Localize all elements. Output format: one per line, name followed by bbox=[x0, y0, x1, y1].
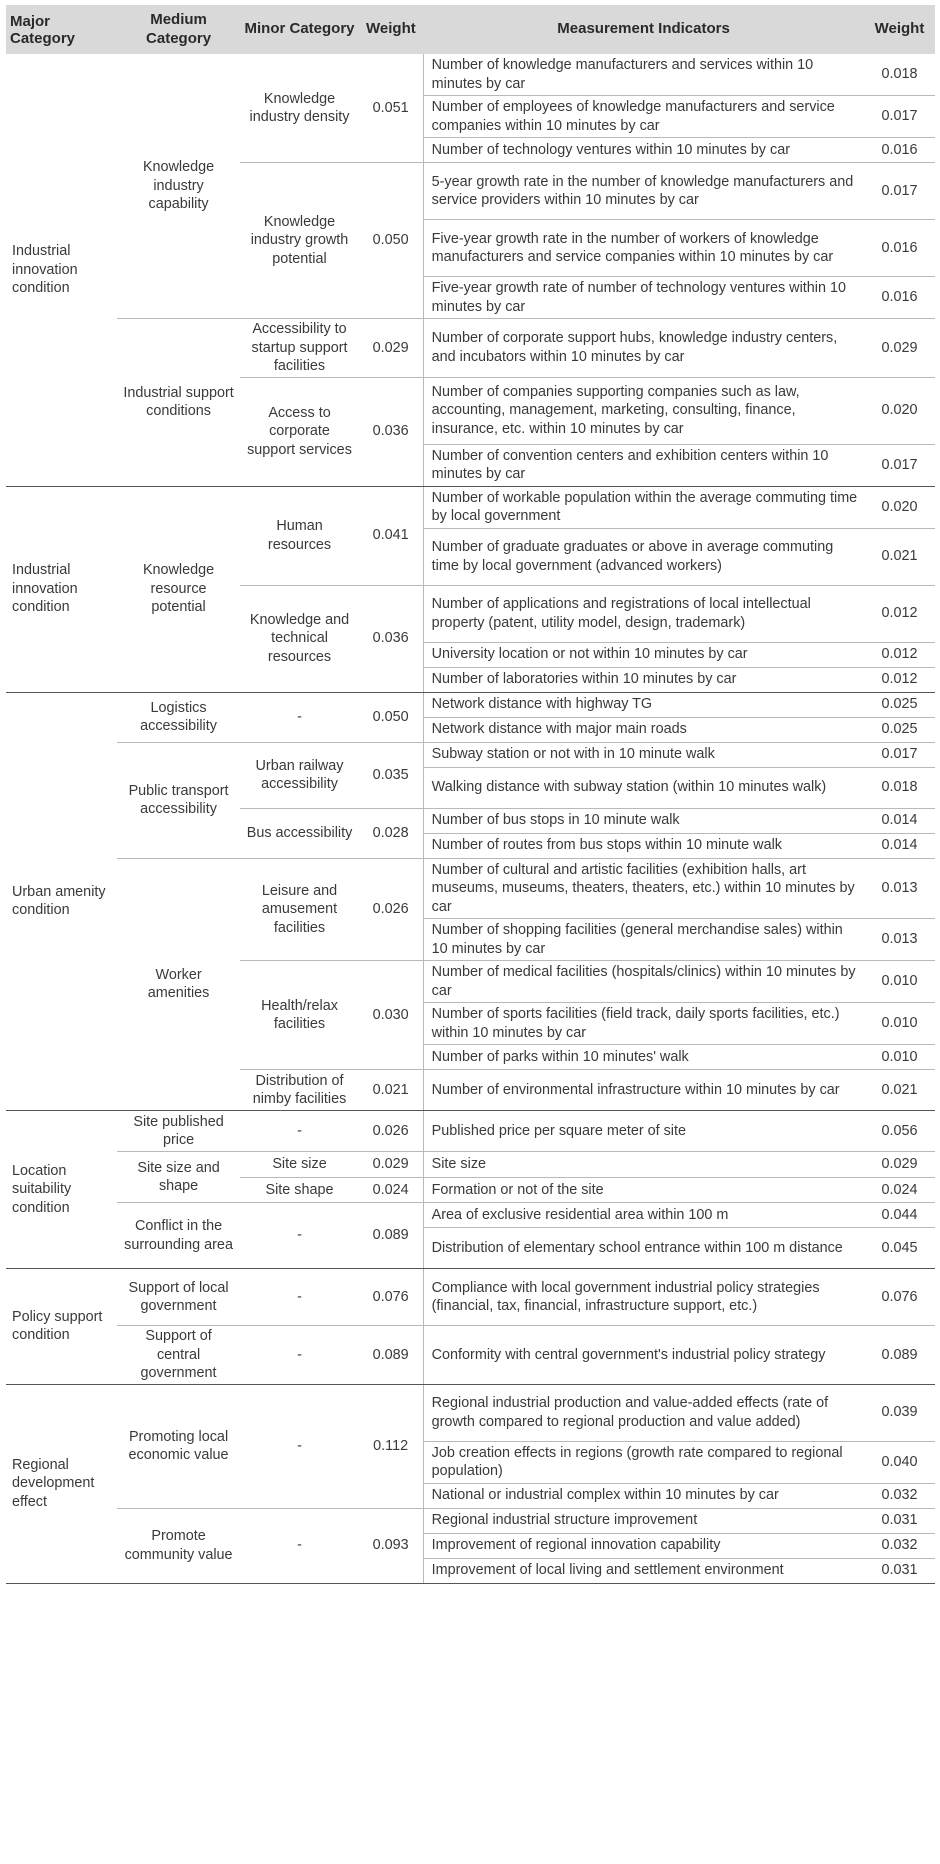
header-major: Major Category bbox=[6, 5, 117, 54]
medium-category: Industrial support conditions bbox=[117, 319, 241, 487]
minor-weight: 0.093 bbox=[359, 1508, 424, 1583]
indicator-weight: 0.010 bbox=[864, 1045, 935, 1070]
indicator-weight: 0.012 bbox=[864, 585, 935, 642]
minor-weight: 0.029 bbox=[359, 319, 424, 378]
header-weight-2: Weight bbox=[864, 5, 935, 54]
header-weight: Weight bbox=[359, 5, 424, 54]
indicator-text: Number of laboratories within 10 minutes by car bbox=[423, 667, 864, 692]
table-row bbox=[6, 1203, 935, 1228]
indicator-text: Published price per square meter of site bbox=[423, 1111, 864, 1152]
indicator-text: Area of exclusive residential area within 100 m bbox=[423, 1203, 864, 1228]
table-row bbox=[6, 486, 935, 528]
medium-category: Promoting local economic value bbox=[117, 1384, 241, 1508]
indicator-weight: 0.018 bbox=[864, 54, 935, 96]
indicator-weight: 0.029 bbox=[864, 1152, 935, 1178]
minor-weight: 0.076 bbox=[359, 1269, 424, 1326]
medium-category: Knowledge resource potential bbox=[117, 486, 241, 692]
indicator-text: Number of bus stops in 10 minute walk bbox=[423, 808, 864, 833]
indicator-weight: 0.016 bbox=[864, 277, 935, 319]
major-category: Industrial innovation condition bbox=[6, 54, 117, 486]
indicator-text: Walking distance with subway station (within 10 minutes walk) bbox=[423, 767, 864, 808]
indicator-text: Number of routes from bus stops within 10 minute walk bbox=[423, 833, 864, 858]
indicator-text: Regional industrial structure improvement bbox=[423, 1508, 864, 1533]
medium-category: Support of central government bbox=[117, 1326, 241, 1385]
indicator-weight: 0.020 bbox=[864, 486, 935, 528]
indicator-weight: 0.012 bbox=[864, 667, 935, 692]
indicator-weight: 0.025 bbox=[864, 717, 935, 742]
minor-category: - bbox=[240, 1508, 358, 1583]
indicator-text: Five-year growth rate of number of technology ventures within 10 minutes by car bbox=[423, 277, 864, 319]
medium-category: Site size and shape bbox=[117, 1152, 241, 1203]
indicator-weight: 0.025 bbox=[864, 692, 935, 717]
header-indicators: Measurement Indicators bbox=[423, 5, 864, 54]
indicator-text: Number of employees of knowledge manufacturers and service companies within 10 minutes by car bbox=[423, 96, 864, 138]
minor-weight: 0.036 bbox=[359, 585, 424, 692]
indicator-weight: 0.029 bbox=[864, 319, 935, 378]
medium-category: Support of local government bbox=[117, 1269, 241, 1326]
minor-category: Urban railway accessibility bbox=[240, 742, 358, 808]
indicator-weight: 0.013 bbox=[864, 919, 935, 961]
indicator-weight: 0.016 bbox=[864, 138, 935, 163]
indicator-weight: 0.017 bbox=[864, 444, 935, 486]
indicator-weight: 0.016 bbox=[864, 220, 935, 277]
indicator-text: Improvement of regional innovation capability bbox=[423, 1533, 864, 1558]
minor-weight: 0.035 bbox=[359, 742, 424, 808]
indicator-text: Number of cultural and artistic facilities (exhibition halls, art museums, museums, theaters, theaters, etc.) within 10 minutes by car bbox=[423, 858, 864, 919]
minor-category: - bbox=[240, 1111, 358, 1152]
table-row bbox=[6, 1508, 935, 1533]
indicator-text: Number of corporate support hubs, knowledge industry centers, and incubators within 10 minutes by car bbox=[423, 319, 864, 378]
indicator-weight: 0.021 bbox=[864, 1070, 935, 1111]
indicator-text: University location or not within 10 minutes by car bbox=[423, 642, 864, 667]
indicator-weight: 0.032 bbox=[864, 1483, 935, 1508]
table-row bbox=[6, 858, 935, 919]
medium-category: Conflict in the surrounding area bbox=[117, 1203, 241, 1269]
minor-weight: 0.041 bbox=[359, 486, 424, 585]
minor-category: Site size bbox=[240, 1152, 358, 1178]
indicator-text: Number of shopping facilities (general merchandise sales) within 10 minutes by car bbox=[423, 919, 864, 961]
table-row bbox=[6, 692, 935, 717]
indicator-text: Formation or not of the site bbox=[423, 1178, 864, 1203]
indicator-text: Site size bbox=[423, 1152, 864, 1178]
indicator-weight: 0.039 bbox=[864, 1384, 935, 1441]
indicator-weight: 0.018 bbox=[864, 767, 935, 808]
indicator-weight: 0.010 bbox=[864, 1003, 935, 1045]
indicator-text: Network distance with highway TG bbox=[423, 692, 864, 717]
medium-category: Knowledge industry capability bbox=[117, 54, 241, 319]
indicator-text: Regional industrial production and value-added effects (rate of growth compared to regional production and value added) bbox=[423, 1384, 864, 1441]
table-row bbox=[6, 742, 935, 767]
indicator-weight: 0.040 bbox=[864, 1441, 935, 1483]
minor-weight: 0.024 bbox=[359, 1178, 424, 1203]
indicator-text: Number of knowledge manufacturers and services within 10 minutes by car bbox=[423, 54, 864, 96]
minor-weight: 0.021 bbox=[359, 1070, 424, 1111]
indicator-text: Number of medical facilities (hospitals/clinics) within 10 minutes by car bbox=[423, 961, 864, 1003]
minor-weight: 0.029 bbox=[359, 1152, 424, 1178]
indicator-text: Subway station or not with in 10 minute walk bbox=[423, 742, 864, 767]
indicator-text: 5-year growth rate in the number of knowledge manufacturers and service providers within 10 minutes by car bbox=[423, 163, 864, 220]
indicator-weight: 0.014 bbox=[864, 808, 935, 833]
minor-weight: 0.050 bbox=[359, 692, 424, 742]
minor-category: - bbox=[240, 1326, 358, 1385]
indicator-text: Number of environmental infrastructure within 10 minutes by car bbox=[423, 1070, 864, 1111]
minor-weight: 0.051 bbox=[359, 54, 424, 163]
minor-category: Site shape bbox=[240, 1178, 358, 1203]
table-row bbox=[6, 54, 935, 96]
indicator-text: Job creation effects in regions (growth rate compared to regional population) bbox=[423, 1441, 864, 1483]
minor-category: Access to corporate support services bbox=[240, 377, 358, 486]
minor-weight: 0.112 bbox=[359, 1384, 424, 1508]
indicator-text: Number of companies supporting companies such as law, accounting, management, marketing, consulting, finance, insurance, etc. within 10 minutes by car bbox=[423, 377, 864, 444]
indicator-text: National or industrial complex within 10 minutes by car bbox=[423, 1483, 864, 1508]
weights-table bbox=[6, 5, 935, 1584]
table-row bbox=[6, 1111, 935, 1152]
indicator-weight: 0.044 bbox=[864, 1203, 935, 1228]
table-row bbox=[6, 1152, 935, 1178]
minor-category: - bbox=[240, 1269, 358, 1326]
indicator-weight: 0.012 bbox=[864, 642, 935, 667]
medium-category: Public transport accessibility bbox=[117, 742, 241, 858]
table-row bbox=[6, 1269, 935, 1326]
indicator-text: Network distance with major main roads bbox=[423, 717, 864, 742]
minor-weight: 0.026 bbox=[359, 858, 424, 961]
minor-weight: 0.089 bbox=[359, 1203, 424, 1269]
indicator-weight: 0.045 bbox=[864, 1228, 935, 1269]
minor-category: Human resources bbox=[240, 486, 358, 585]
table-row bbox=[6, 1326, 935, 1385]
minor-weight: 0.030 bbox=[359, 961, 424, 1070]
minor-category: - bbox=[240, 1384, 358, 1508]
header-medium: Medium Category bbox=[117, 5, 241, 54]
indicator-weight: 0.032 bbox=[864, 1533, 935, 1558]
minor-weight: 0.089 bbox=[359, 1326, 424, 1385]
indicator-weight: 0.021 bbox=[864, 528, 935, 585]
indicator-weight: 0.089 bbox=[864, 1326, 935, 1385]
minor-category: Bus accessibility bbox=[240, 808, 358, 858]
indicator-weight: 0.017 bbox=[864, 96, 935, 138]
indicator-text: Number of workable population within the average commuting time by local government bbox=[423, 486, 864, 528]
header-minor: Minor Category bbox=[240, 5, 358, 54]
indicator-weight: 0.017 bbox=[864, 742, 935, 767]
indicator-weight: 0.024 bbox=[864, 1178, 935, 1203]
indicator-weight: 0.014 bbox=[864, 833, 935, 858]
indicator-weight: 0.031 bbox=[864, 1508, 935, 1533]
minor-weight: 0.028 bbox=[359, 808, 424, 858]
major-category: Urban amenity condition bbox=[6, 692, 117, 1111]
indicator-text: Conformity with central government's industrial policy strategy bbox=[423, 1326, 864, 1385]
indicator-weight: 0.056 bbox=[864, 1111, 935, 1152]
indicator-text: Number of applications and registrations of local intellectual property (patent, utility model, design, trademark) bbox=[423, 585, 864, 642]
indicator-text: Number of technology ventures within 10 minutes by car bbox=[423, 138, 864, 163]
minor-category: Distribution of nimby facilities bbox=[240, 1070, 358, 1111]
minor-category: Knowledge industry growth potential bbox=[240, 163, 358, 319]
indicator-text: Five-year growth rate in the number of workers of knowledge manufacturers and service companies within 10 minutes by car bbox=[423, 220, 864, 277]
major-category: Regional development effect bbox=[6, 1384, 117, 1583]
medium-category: Logistics accessibility bbox=[117, 692, 241, 742]
minor-category: - bbox=[240, 1203, 358, 1269]
minor-category: Accessibility to startup support facilities bbox=[240, 319, 358, 378]
indicator-weight: 0.013 bbox=[864, 858, 935, 919]
indicator-weight: 0.020 bbox=[864, 377, 935, 444]
indicator-text: Number of convention centers and exhibition centers within 10 minutes by car bbox=[423, 444, 864, 486]
minor-category: - bbox=[240, 692, 358, 742]
indicator-text: Distribution of elementary school entrance within 100 m distance bbox=[423, 1228, 864, 1269]
minor-category: Knowledge and technical resources bbox=[240, 585, 358, 692]
header-row bbox=[6, 5, 935, 54]
minor-weight: 0.050 bbox=[359, 163, 424, 319]
major-category: Policy support condition bbox=[6, 1269, 117, 1385]
minor-category: Leisure and amusement facilities bbox=[240, 858, 358, 961]
indicator-text: Number of parks within 10 minutes' walk bbox=[423, 1045, 864, 1070]
indicator-weight: 0.076 bbox=[864, 1269, 935, 1326]
medium-category: Worker amenities bbox=[117, 858, 241, 1111]
indicator-text: Compliance with local government industrial policy strategies (financial, tax, financial, infrastructure support, etc.) bbox=[423, 1269, 864, 1326]
indicator-weight: 0.010 bbox=[864, 961, 935, 1003]
table-row bbox=[6, 319, 935, 378]
major-category: Industrial innovation condition bbox=[6, 486, 117, 692]
indicator-weight: 0.031 bbox=[864, 1558, 935, 1583]
table-row bbox=[6, 1384, 935, 1441]
indicator-text: Number of sports facilities (field track, daily sports facilities, etc.) within 10 minutes by car bbox=[423, 1003, 864, 1045]
minor-category: Knowledge industry density bbox=[240, 54, 358, 163]
minor-weight: 0.036 bbox=[359, 377, 424, 486]
indicator-weight: 0.017 bbox=[864, 163, 935, 220]
minor-category: Health/relax facilities bbox=[240, 961, 358, 1070]
medium-category: Promote community value bbox=[117, 1508, 241, 1583]
major-category: Location suitability condition bbox=[6, 1111, 117, 1269]
minor-weight: 0.026 bbox=[359, 1111, 424, 1152]
medium-category: Site published price bbox=[117, 1111, 241, 1152]
indicator-text: Improvement of local living and settlement environment bbox=[423, 1558, 864, 1583]
indicator-text: Number of graduate graduates or above in average commuting time by local government (advanced workers) bbox=[423, 528, 864, 585]
